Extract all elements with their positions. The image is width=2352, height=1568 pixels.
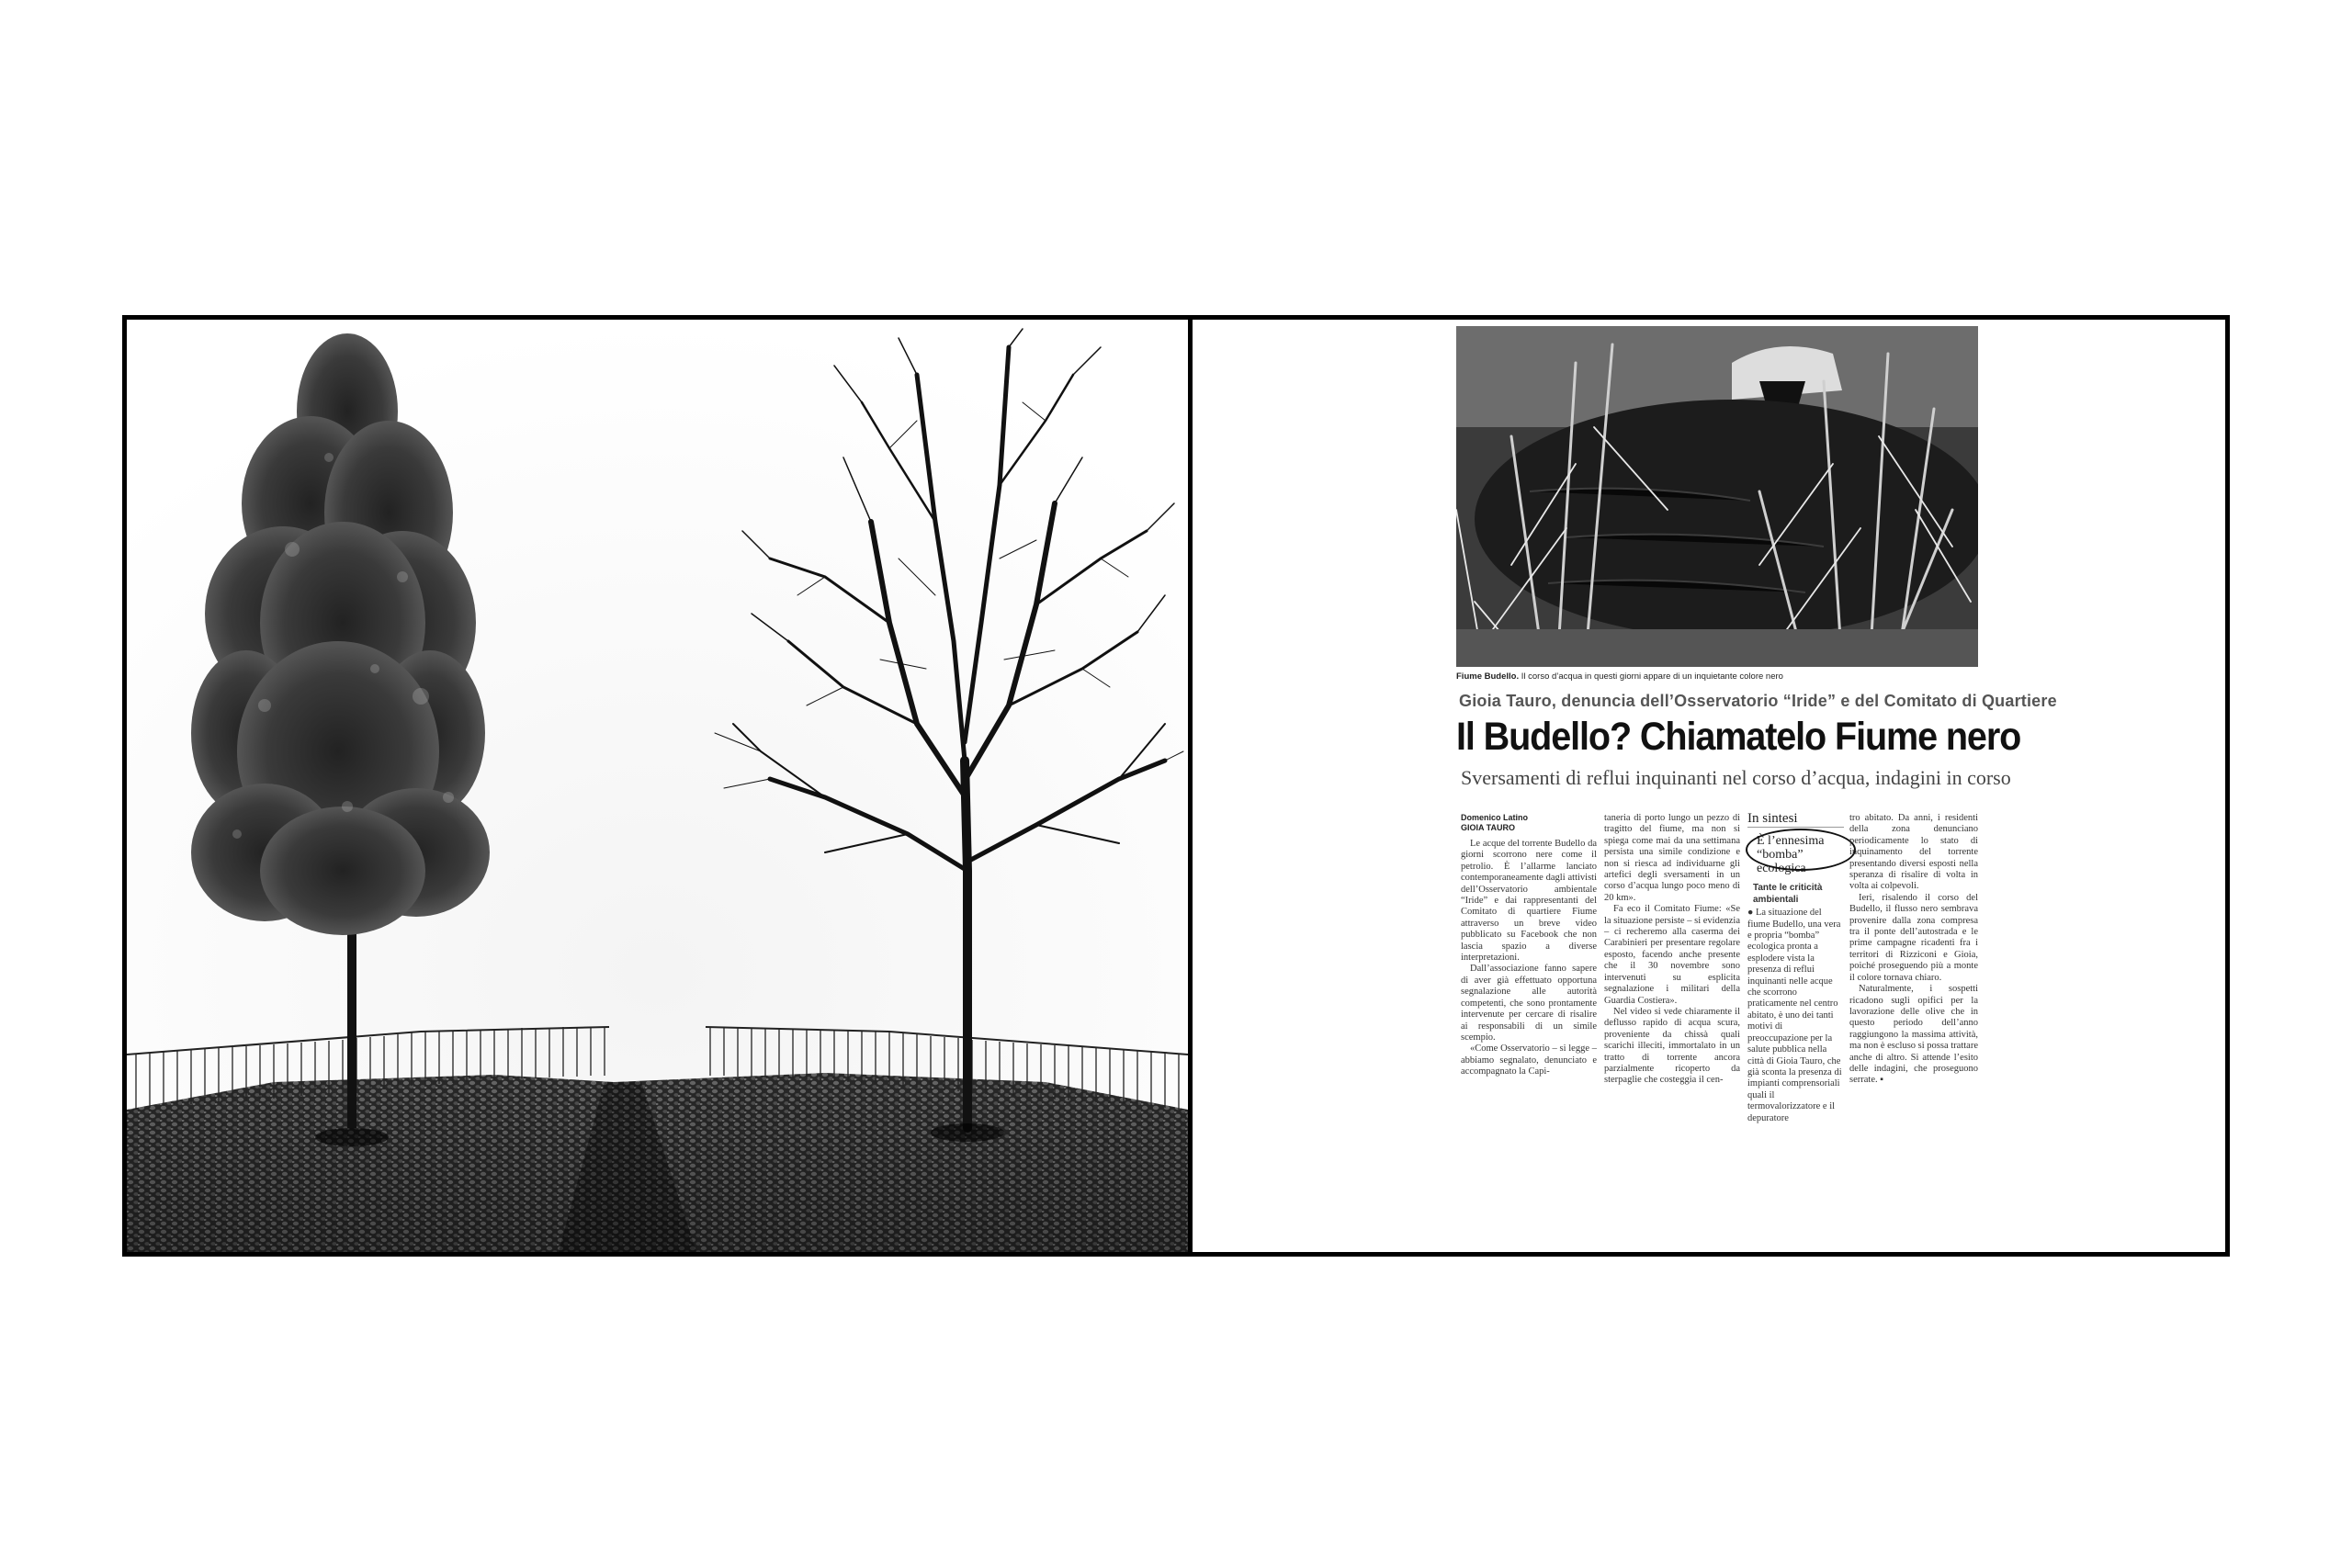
box-body: ● La situazione del fiume Budello, una vera e propria “bomba” ecologica pronta a esplodere vista la presenza di reflui inquinanti nelle acque che scorrono praticamente nel centro abitato, è uno dei tanti motivi di preoccupazione per la salute pubblica nella città di Gioia Tauro, che già sconta la presenza di impianti comprensoriali quali il termovalorizzatore e il depuratore xyxy=(1747,908,1842,1123)
photo-caption xyxy=(1456,671,2007,682)
river-photo xyxy=(1456,326,1978,667)
paragraph: Naturalmente, i sospetti ricadono sugli opifici per la lavorazione delle olive che in questo periodo dell’anno raggiungono la massima attività, ma non è escluso si possa trattare anche di altro. Si attende l’esito delle indagini, che proseguono serrate. ▪ xyxy=(1849,984,1978,1086)
paragraph: tro abitato. Da anni, i residenti della zona denunciano periodicamente lo stato di inquinamento del torrente presentando diversi esposti nella speranza di risalire di volta in volta ai colpevoli. xyxy=(1849,813,1978,892)
box-quote-text: È l’ennesima “bomba” ecologica xyxy=(1757,834,1825,876)
author-name: Domenico Latino xyxy=(1461,813,1529,822)
paragraph: «Come Osservatorio – si legge – abbiamo segnalato, denunciato e accompagnato la Capi- xyxy=(1461,1043,1597,1077)
caption-text: Il corso d’acqua in questi giorni appare di un inquietante colore nero xyxy=(1519,671,1783,682)
paragraph: Dall’associazione fanno sapere di aver già effettuato opportuna segnalazione alle autorità competenti, che sono prontamente intervenute per cercare di risalire ai responsabili di un simile scempio. xyxy=(1461,964,1597,1043)
diptych-frame xyxy=(122,315,2230,1257)
paragraph: Ieri, risalendo il corso del Budello, il flusso nero sembrava provenire dalla zona compresa tra il ponte dell’autostrada e le prime campagne ricadenti fra i territori di Rizziconi e Gioia, poiché proseguendo più a monte il colore tornava chiaro. xyxy=(1849,892,1978,983)
byline xyxy=(1461,813,1597,833)
article-subhead: Sversamenti di reflui inquinanti nel corso d’acqua, indagini in corso xyxy=(1461,766,2011,789)
article-kicker: Gioia Tauro, denuncia dell’Osservatorio “Iride” e del Comitato di Quartiere xyxy=(1459,692,2057,710)
in-sintesi-box xyxy=(1747,813,1844,1124)
dateline-location: GIOIA TAURO xyxy=(1461,823,1515,832)
trees-photograph xyxy=(127,320,1188,1252)
trees-photo-image xyxy=(127,320,1188,1252)
article-column-4 xyxy=(1849,813,1978,1087)
caption-bold-label: Fiume Budello. xyxy=(1456,671,1520,682)
paragraph: Nel video si vede chiaramente il deflusso rapido di acqua scura, proveniente da chissà quali scarichi illeciti, immortalato in un tratto di torrente ancora parzialmente ricoperto da sterpaglie che costeggia il cen- xyxy=(1604,1006,1740,1086)
box-highlight-quote xyxy=(1747,831,1844,879)
paragraph: taneria di porto lungo un pezzo di tragitto del fiume, ma non si spiega come mai da una settimana persista una simile condizione e non si riesca ad individuarne gli artefici degli sversamenti in un corso d’acqua lungo poco meno di 20 km». xyxy=(1604,813,1740,903)
box-title: In sintesi xyxy=(1747,813,1844,828)
article-column-2 xyxy=(1604,813,1740,1087)
paragraph: Le acque del torrente Budello da giorni scorrono nere come il petrolio. È l’allarme lanciato contemporaneamente dagli attivisti dell’Osservatorio ambientale “Iride” e dai rappresentanti del Comitato di quartiere Fiume attraverso un breve video pubblicato su Facebook che non lascia spazio a diverse interpretazioni. xyxy=(1461,839,1597,964)
newspaper-clipping xyxy=(1193,320,2225,1252)
box-subtitle: Tante le criticità ambientali xyxy=(1753,883,1823,905)
hand-drawn-circle xyxy=(1746,829,1856,871)
article-column-1 xyxy=(1461,813,1597,1078)
article-headline: Il Budello? Chiamatelo Fiume nero xyxy=(1456,715,2021,759)
paragraph: Fa eco il Comitato Fiume: «Se la situazione persiste – si evidenzia – ci recheremo alla caserma dei Carabinieri per presentare regolare esposto, facendo anche presente che il 30 novembre sono intervenuti su esplicita segnalazione i militari della Guardia Costiera». xyxy=(1604,904,1740,1006)
